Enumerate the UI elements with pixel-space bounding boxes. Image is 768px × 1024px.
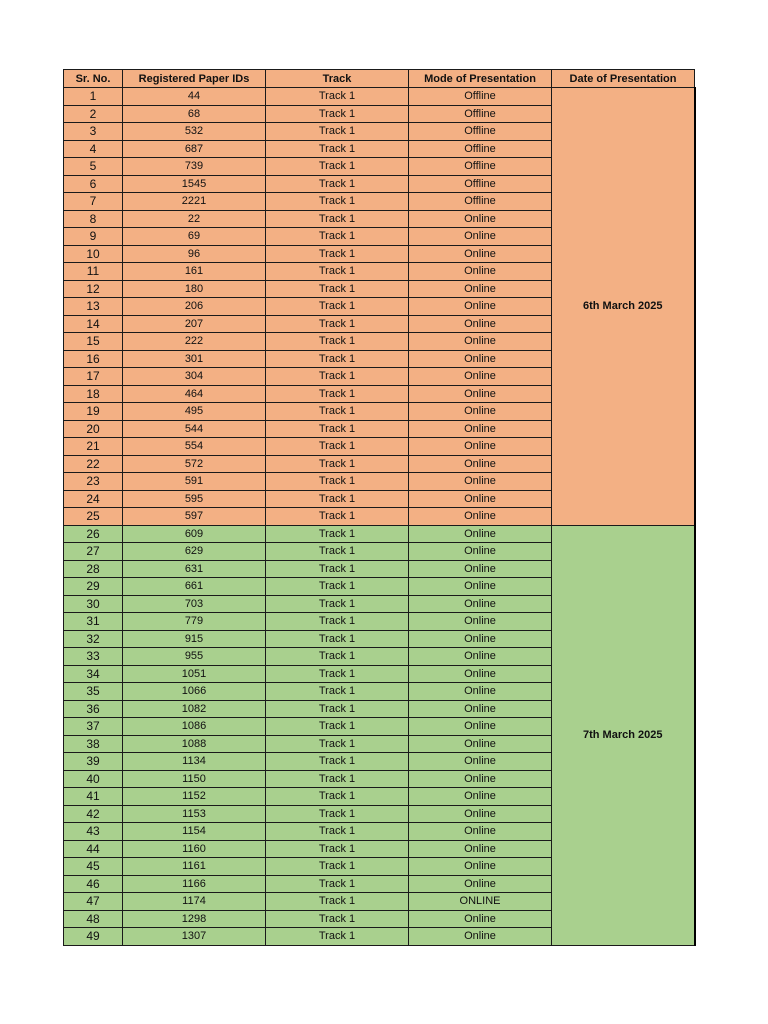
paper-id-cell: 222 bbox=[123, 333, 266, 351]
sr-no-cell: 24 bbox=[64, 490, 123, 508]
mode-cell: Online bbox=[409, 490, 552, 508]
paper-id-cell: 1166 bbox=[123, 875, 266, 893]
track-cell: Track 1 bbox=[266, 928, 409, 946]
sr-no-cell: 39 bbox=[64, 753, 123, 771]
mode-cell: Online bbox=[409, 700, 552, 718]
sr-no-cell: 9 bbox=[64, 228, 123, 246]
mode-cell: Online bbox=[409, 455, 552, 473]
sr-no-cell: 21 bbox=[64, 438, 123, 456]
mode-cell: Offline bbox=[409, 123, 552, 141]
track-cell: Track 1 bbox=[266, 315, 409, 333]
sr-no-cell: 22 bbox=[64, 455, 123, 473]
table-body bbox=[64, 88, 695, 946]
paper-id-cell: 779 bbox=[123, 613, 266, 631]
paper-id-cell: 1082 bbox=[123, 700, 266, 718]
mode-cell: Online bbox=[409, 368, 552, 386]
track-cell: Track 1 bbox=[266, 718, 409, 736]
paper-id-cell: 1088 bbox=[123, 735, 266, 753]
sr-no-cell: 32 bbox=[64, 630, 123, 648]
paper-id-cell: 629 bbox=[123, 543, 266, 561]
paper-id-cell: 1174 bbox=[123, 893, 266, 911]
mode-cell: Online bbox=[409, 578, 552, 596]
track-cell: Track 1 bbox=[266, 910, 409, 928]
track-cell: Track 1 bbox=[266, 683, 409, 701]
mode-cell: Online bbox=[409, 928, 552, 946]
sr-no-cell: 5 bbox=[64, 158, 123, 176]
sr-no-cell: 40 bbox=[64, 770, 123, 788]
sr-no-cell: 16 bbox=[64, 350, 123, 368]
sr-no-cell: 37 bbox=[64, 718, 123, 736]
track-cell: Track 1 bbox=[266, 543, 409, 561]
paper-id-cell: 591 bbox=[123, 473, 266, 491]
mode-cell: Online bbox=[409, 613, 552, 631]
mode-cell: Online bbox=[409, 298, 552, 316]
sr-no-cell: 42 bbox=[64, 805, 123, 823]
mode-cell: Online bbox=[409, 595, 552, 613]
track-cell: Track 1 bbox=[266, 123, 409, 141]
paper-id-cell: 703 bbox=[123, 595, 266, 613]
mode-cell: Online bbox=[409, 858, 552, 876]
track-cell: Track 1 bbox=[266, 753, 409, 771]
track-cell: Track 1 bbox=[266, 140, 409, 158]
sr-no-cell: 6 bbox=[64, 175, 123, 193]
track-cell: Track 1 bbox=[266, 875, 409, 893]
mode-cell: Online bbox=[409, 805, 552, 823]
mode-cell: Online bbox=[409, 840, 552, 858]
mode-cell: Offline bbox=[409, 105, 552, 123]
track-cell: Track 1 bbox=[266, 578, 409, 596]
mode-cell: Online bbox=[409, 525, 552, 543]
mode-cell: Online bbox=[409, 788, 552, 806]
paper-id-cell: 69 bbox=[123, 228, 266, 246]
paper-id-cell: 1066 bbox=[123, 683, 266, 701]
sr-no-cell: 25 bbox=[64, 508, 123, 526]
mode-cell: Online bbox=[409, 543, 552, 561]
mode-cell: Online bbox=[409, 438, 552, 456]
sr-no-cell: 30 bbox=[64, 595, 123, 613]
track-cell: Track 1 bbox=[266, 228, 409, 246]
track-cell: Track 1 bbox=[266, 648, 409, 666]
paper-id-cell: 572 bbox=[123, 455, 266, 473]
header-sr-no: Sr. No. bbox=[64, 70, 123, 88]
sr-no-cell: 41 bbox=[64, 788, 123, 806]
paper-id-cell: 955 bbox=[123, 648, 266, 666]
paper-id-cell: 22 bbox=[123, 210, 266, 228]
mode-cell: Online bbox=[409, 665, 552, 683]
mode-cell: Online bbox=[409, 473, 552, 491]
paper-id-cell: 464 bbox=[123, 385, 266, 403]
sr-no-cell: 19 bbox=[64, 403, 123, 421]
mode-cell: Online bbox=[409, 385, 552, 403]
mode-cell: Online bbox=[409, 228, 552, 246]
track-cell: Track 1 bbox=[266, 840, 409, 858]
paper-id-cell: 1154 bbox=[123, 823, 266, 841]
mode-cell: Online bbox=[409, 630, 552, 648]
date-cell: 7th March 2025 bbox=[552, 525, 695, 945]
sr-no-cell: 1 bbox=[64, 88, 123, 106]
sr-no-cell: 36 bbox=[64, 700, 123, 718]
paper-id-cell: 1134 bbox=[123, 753, 266, 771]
paper-id-cell: 206 bbox=[123, 298, 266, 316]
mode-cell: Online bbox=[409, 333, 552, 351]
mode-cell: Online bbox=[409, 420, 552, 438]
track-cell: Track 1 bbox=[266, 630, 409, 648]
paper-id-cell: 1150 bbox=[123, 770, 266, 788]
track-cell: Track 1 bbox=[266, 175, 409, 193]
track-cell: Track 1 bbox=[266, 893, 409, 911]
mode-cell: Online bbox=[409, 770, 552, 788]
mode-cell: Online bbox=[409, 245, 552, 263]
paper-id-cell: 495 bbox=[123, 403, 266, 421]
sr-no-cell: 11 bbox=[64, 263, 123, 281]
sr-no-cell: 23 bbox=[64, 473, 123, 491]
paper-id-cell: 68 bbox=[123, 105, 266, 123]
header-track: Track bbox=[266, 70, 409, 88]
mode-cell: Offline bbox=[409, 193, 552, 211]
track-cell: Track 1 bbox=[266, 770, 409, 788]
track-cell: Track 1 bbox=[266, 263, 409, 281]
track-cell: Track 1 bbox=[266, 665, 409, 683]
mode-cell: ONLINE bbox=[409, 893, 552, 911]
mode-cell: Offline bbox=[409, 158, 552, 176]
paper-id-cell: 1545 bbox=[123, 175, 266, 193]
sr-no-cell: 44 bbox=[64, 840, 123, 858]
paper-id-cell: 2221 bbox=[123, 193, 266, 211]
paper-id-cell: 96 bbox=[123, 245, 266, 263]
paper-id-cell: 1051 bbox=[123, 665, 266, 683]
track-cell: Track 1 bbox=[266, 280, 409, 298]
sr-no-cell: 27 bbox=[64, 543, 123, 561]
header-date: Date of Presentation bbox=[552, 70, 695, 88]
sr-no-cell: 34 bbox=[64, 665, 123, 683]
track-cell: Track 1 bbox=[266, 158, 409, 176]
mode-cell: Offline bbox=[409, 175, 552, 193]
sr-no-cell: 3 bbox=[64, 123, 123, 141]
track-cell: Track 1 bbox=[266, 105, 409, 123]
sr-no-cell: 47 bbox=[64, 893, 123, 911]
track-cell: Track 1 bbox=[266, 525, 409, 543]
sr-no-cell: 18 bbox=[64, 385, 123, 403]
track-cell: Track 1 bbox=[266, 858, 409, 876]
mode-cell: Online bbox=[409, 823, 552, 841]
header-row bbox=[64, 70, 695, 88]
header-mode: Mode of Presentation bbox=[409, 70, 552, 88]
sr-no-cell: 43 bbox=[64, 823, 123, 841]
paper-id-cell: 1152 bbox=[123, 788, 266, 806]
track-cell: Track 1 bbox=[266, 420, 409, 438]
sr-no-cell: 10 bbox=[64, 245, 123, 263]
sr-no-cell: 8 bbox=[64, 210, 123, 228]
track-cell: Track 1 bbox=[266, 333, 409, 351]
paper-id-cell: 544 bbox=[123, 420, 266, 438]
paper-id-cell: 180 bbox=[123, 280, 266, 298]
track-cell: Track 1 bbox=[266, 735, 409, 753]
paper-id-cell: 304 bbox=[123, 368, 266, 386]
sr-no-cell: 49 bbox=[64, 928, 123, 946]
track-cell: Track 1 bbox=[266, 788, 409, 806]
sr-no-cell: 35 bbox=[64, 683, 123, 701]
paper-id-cell: 687 bbox=[123, 140, 266, 158]
mode-cell: Online bbox=[409, 875, 552, 893]
paper-id-cell: 609 bbox=[123, 525, 266, 543]
sr-no-cell: 20 bbox=[64, 420, 123, 438]
paper-id-cell: 207 bbox=[123, 315, 266, 333]
sr-no-cell: 26 bbox=[64, 525, 123, 543]
mode-cell: Online bbox=[409, 648, 552, 666]
table-row bbox=[64, 88, 695, 106]
track-cell: Track 1 bbox=[266, 385, 409, 403]
paper-id-cell: 1307 bbox=[123, 928, 266, 946]
paper-id-cell: 1153 bbox=[123, 805, 266, 823]
paper-id-cell: 595 bbox=[123, 490, 266, 508]
sr-no-cell: 12 bbox=[64, 280, 123, 298]
track-cell: Track 1 bbox=[266, 368, 409, 386]
paper-id-cell: 161 bbox=[123, 263, 266, 281]
paper-id-cell: 661 bbox=[123, 578, 266, 596]
date-cell: 6th March 2025 bbox=[552, 88, 695, 526]
mode-cell: Online bbox=[409, 718, 552, 736]
mode-cell: Offline bbox=[409, 88, 552, 106]
presentation-schedule-table bbox=[63, 69, 696, 946]
track-cell: Track 1 bbox=[266, 245, 409, 263]
mode-cell: Online bbox=[409, 753, 552, 771]
paper-id-cell: 301 bbox=[123, 350, 266, 368]
sr-no-cell: 7 bbox=[64, 193, 123, 211]
track-cell: Track 1 bbox=[266, 298, 409, 316]
sr-no-cell: 28 bbox=[64, 560, 123, 578]
track-cell: Track 1 bbox=[266, 438, 409, 456]
track-cell: Track 1 bbox=[266, 823, 409, 841]
sr-no-cell: 48 bbox=[64, 910, 123, 928]
mode-cell: Online bbox=[409, 683, 552, 701]
paper-id-cell: 631 bbox=[123, 560, 266, 578]
mode-cell: Online bbox=[409, 210, 552, 228]
paper-id-cell: 597 bbox=[123, 508, 266, 526]
track-cell: Track 1 bbox=[266, 805, 409, 823]
sr-no-cell: 38 bbox=[64, 735, 123, 753]
track-cell: Track 1 bbox=[266, 350, 409, 368]
mode-cell: Online bbox=[409, 735, 552, 753]
sr-no-cell: 31 bbox=[64, 613, 123, 631]
track-cell: Track 1 bbox=[266, 508, 409, 526]
mode-cell: Online bbox=[409, 508, 552, 526]
mode-cell: Offline bbox=[409, 140, 552, 158]
paper-id-cell: 1160 bbox=[123, 840, 266, 858]
sr-no-cell: 29 bbox=[64, 578, 123, 596]
table-row bbox=[64, 525, 695, 543]
mode-cell: Online bbox=[409, 315, 552, 333]
track-cell: Track 1 bbox=[266, 455, 409, 473]
paper-id-cell: 554 bbox=[123, 438, 266, 456]
sr-no-cell: 2 bbox=[64, 105, 123, 123]
header-paper-ids: Registered Paper IDs bbox=[123, 70, 266, 88]
mode-cell: Online bbox=[409, 263, 552, 281]
track-cell: Track 1 bbox=[266, 88, 409, 106]
track-cell: Track 1 bbox=[266, 595, 409, 613]
sr-no-cell: 45 bbox=[64, 858, 123, 876]
paper-id-cell: 915 bbox=[123, 630, 266, 648]
sr-no-cell: 17 bbox=[64, 368, 123, 386]
paper-id-cell: 1298 bbox=[123, 910, 266, 928]
sr-no-cell: 33 bbox=[64, 648, 123, 666]
track-cell: Track 1 bbox=[266, 700, 409, 718]
track-cell: Track 1 bbox=[266, 210, 409, 228]
sr-no-cell: 4 bbox=[64, 140, 123, 158]
sr-no-cell: 46 bbox=[64, 875, 123, 893]
mode-cell: Online bbox=[409, 280, 552, 298]
track-cell: Track 1 bbox=[266, 473, 409, 491]
paper-id-cell: 739 bbox=[123, 158, 266, 176]
paper-id-cell: 532 bbox=[123, 123, 266, 141]
mode-cell: Online bbox=[409, 910, 552, 928]
track-cell: Track 1 bbox=[266, 193, 409, 211]
sr-no-cell: 14 bbox=[64, 315, 123, 333]
mode-cell: Online bbox=[409, 560, 552, 578]
paper-id-cell: 1086 bbox=[123, 718, 266, 736]
paper-id-cell: 44 bbox=[123, 88, 266, 106]
track-cell: Track 1 bbox=[266, 403, 409, 421]
track-cell: Track 1 bbox=[266, 560, 409, 578]
paper-id-cell: 1161 bbox=[123, 858, 266, 876]
sr-no-cell: 13 bbox=[64, 298, 123, 316]
track-cell: Track 1 bbox=[266, 490, 409, 508]
sr-no-cell: 15 bbox=[64, 333, 123, 351]
track-cell: Track 1 bbox=[266, 613, 409, 631]
mode-cell: Online bbox=[409, 403, 552, 421]
mode-cell: Online bbox=[409, 350, 552, 368]
